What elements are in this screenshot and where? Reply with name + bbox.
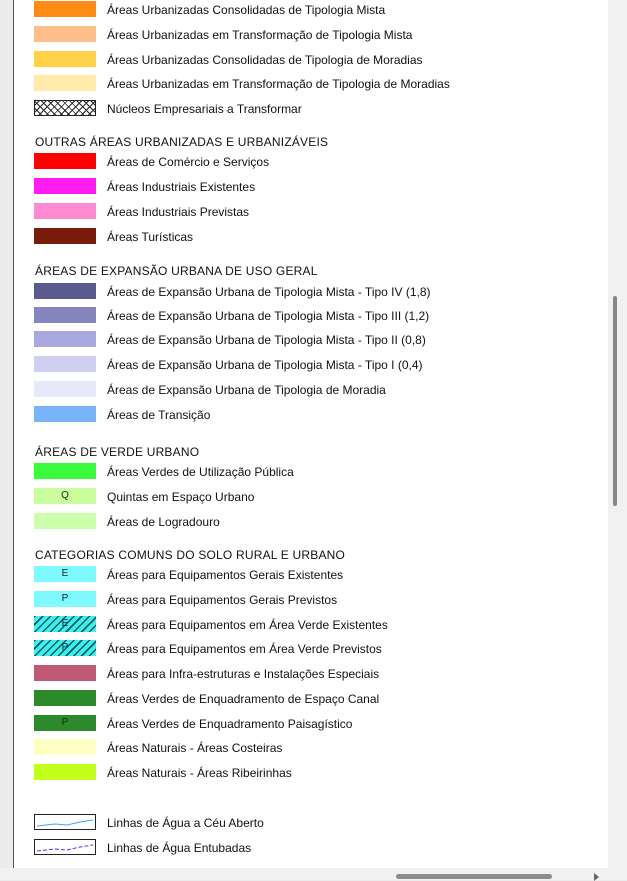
legend-label-areas-urbanizadas-consolidadas-de-tipologia-de-moradias: Áreas Urbanizadas Consolidadas de Tipologia de Moradias <box>107 53 423 67</box>
legend-label-areas-de-comercio-e-servicos: Áreas de Comércio e Serviços <box>107 155 270 169</box>
legend-item <box>34 203 594 223</box>
legend-label-areas-para-equipamentos-gerais-previstos: Áreas para Equipamentos Gerais Previstos <box>107 593 338 607</box>
legend-swatch <box>34 566 96 582</box>
legend-swatch <box>34 228 96 244</box>
legend-swatch <box>34 463 96 479</box>
legend-swatch <box>34 153 96 169</box>
swatch-mark: P <box>61 593 69 604</box>
legend-swatch <box>34 814 96 830</box>
legend-label-areas-industriais-existentes: Áreas Industriais Existentes <box>107 180 256 194</box>
legend-label-nucleos-empresariais-a-transformar: Núcleos Empresariais a Transformar <box>107 102 302 116</box>
swatch-mark: Q <box>61 490 69 501</box>
legend-item <box>34 406 594 426</box>
legend-swatch <box>34 381 96 397</box>
legend-heading: CATEGORIAS COMUNS DO SOLO RURAL E URBANO <box>35 548 346 562</box>
legend-label-linhas-de-agua-a-ceu-aberto: Linhas de Água a Céu Aberto <box>107 816 264 830</box>
legend-label-linhas-de-agua-entubadas: Linhas de Água Entubadas <box>107 841 252 855</box>
swatch-mark: P <box>61 642 69 653</box>
legend-swatch <box>34 739 96 755</box>
legend-swatch <box>34 100 96 116</box>
legend-item <box>34 26 594 46</box>
swatch-mark: E <box>61 568 69 579</box>
legend-swatch <box>34 51 96 67</box>
legend-item <box>34 665 594 685</box>
legend-swatch <box>34 203 96 219</box>
water-line-open-icon <box>37 820 93 826</box>
legend-swatch <box>34 283 96 299</box>
legend-swatch <box>34 665 96 681</box>
legend-item <box>34 153 594 173</box>
water-line-piped-icon <box>37 845 93 851</box>
horizontal-scrollbar-thumb[interactable] <box>396 874 552 879</box>
legend-swatch <box>34 764 96 780</box>
legend-item <box>34 178 594 198</box>
legend-label-areas-turisticas: Áreas Turísticas <box>107 230 194 244</box>
swatch-mark: E <box>61 618 69 629</box>
legend-label-areas-industriais-previstas: Áreas Industriais Previstas <box>107 205 250 219</box>
legend-label-areas-de-expansao-urbana-de-tipologia-de-moradia: Áreas de Expansão Urbana de Tipologia de Moradia <box>107 383 386 397</box>
legend-label-areas-verdes-de-enquadramento-de-espaco-canal: Áreas Verdes de Enquadramento de Espaço Canal <box>107 692 380 706</box>
vertical-scrollbar-thumb[interactable] <box>613 296 617 506</box>
legend-swatch <box>34 591 96 607</box>
legend-label-areas-urbanizadas-consolidadas-de-tipologia-mista: Áreas Urbanizadas Consolidadas de Tipologia Mista <box>107 3 386 17</box>
legend-swatch <box>34 178 96 194</box>
legend-swatch <box>34 331 96 347</box>
legend-heading: ÁREAS DE VERDE URBANO <box>35 445 200 459</box>
legend-swatch <box>34 356 96 372</box>
legend-swatch <box>34 26 96 42</box>
legend-swatch <box>34 690 96 706</box>
legend-label-areas-de-expansao-urbana-de-tipologia-mista-tipo-iv-1-8: Áreas de Expansão Urbana de Tipologia Mista - Tipo IV (1,8) <box>107 285 431 299</box>
legend-item <box>34 488 594 508</box>
legend-label-areas-de-expansao-urbana-de-tipologia-mista-tipo-ii-0-8: Áreas de Expansão Urbana de Tipologia Mista - Tipo II (0,8) <box>107 333 426 347</box>
legend-label-areas-urbanizadas-em-transformacao-de-tipologia-de-moradias: Áreas Urbanizadas em Transformação de Tipologia de Moradias <box>107 77 450 91</box>
legend-item <box>34 690 594 710</box>
legend-item <box>34 513 594 533</box>
legend-swatch <box>34 1 96 17</box>
legend-swatch <box>34 488 96 504</box>
legend-swatch <box>34 715 96 731</box>
legend-item <box>34 566 594 586</box>
legend-item <box>34 839 594 859</box>
legend-label-areas-para-equipamentos-em-area-verde-previstos: Áreas para Equipamentos em Área Verde Previstos <box>107 642 382 656</box>
legend-item <box>34 356 594 376</box>
legend-item <box>34 814 594 834</box>
legend-swatch <box>34 307 96 323</box>
legend-label-areas-naturais-areas-ribeirinhas: Áreas Naturais - Áreas Ribeirinhas <box>107 766 292 780</box>
legend-swatch <box>34 513 96 529</box>
legend-label-areas-de-logradouro: Áreas de Logradouro <box>107 515 220 529</box>
legend-item <box>34 616 594 636</box>
legend-label-areas-para-infra-estruturas-e-instalacoes-especiais: Áreas para Infra-estruturas e Instalações Especiais <box>107 667 380 681</box>
legend-label-areas-de-expansao-urbana-de-tipologia-mista-tipo-i-0-4: Áreas de Expansão Urbana de Tipologia Mista - Tipo I (0,4) <box>107 358 423 372</box>
legend-item <box>34 75 594 95</box>
legend-label-quintas-em-espaco-urbano: Quintas em Espaço Urbano <box>107 490 255 504</box>
legend-heading: OUTRAS ÁREAS URBANIZADAS E URBANIZÁVEIS <box>35 135 329 149</box>
swatch-mark: P <box>61 717 69 728</box>
legend-item <box>34 100 594 120</box>
legend-label-areas-para-equipamentos-gerais-existentes: Áreas para Equipamentos Gerais Existentes <box>107 568 344 582</box>
legend-item <box>34 51 594 71</box>
legend-label-areas-urbanizadas-em-transformacao-de-tipologia-mista: Áreas Urbanizadas em Transformação de Tipologia Mista <box>107 28 413 42</box>
legend-item <box>34 381 594 401</box>
legend-item <box>34 764 594 784</box>
legend-item <box>34 228 594 248</box>
legend-item <box>34 331 594 351</box>
legend-heading: ÁREAS DE EXPANSÃO URBANA DE USO GERAL <box>35 264 318 278</box>
legend-label-areas-de-transicao: Áreas de Transição <box>107 408 211 422</box>
legend-label-areas-de-expansao-urbana-de-tipologia-mista-tipo-iii-1-2: Áreas de Expansão Urbana de Tipologia Mista - Tipo III (1,2) <box>107 309 430 323</box>
legend-item <box>34 1 594 21</box>
legend-item <box>34 739 594 759</box>
legend-swatch <box>34 406 96 422</box>
legend-item <box>34 463 594 483</box>
legend-swatch <box>34 75 96 91</box>
vertical-scrollbar[interactable] <box>608 0 627 868</box>
legend-item <box>34 283 594 303</box>
legend-item <box>34 640 594 660</box>
legend-item <box>34 591 594 611</box>
legend-item <box>34 307 594 327</box>
legend-label-areas-verdes-de-utilizacao-publica: Áreas Verdes de Utilização Pública <box>107 465 294 479</box>
legend-label-areas-verdes-de-enquadramento-paisagistico: Áreas Verdes de Enquadramento Paisagístico <box>107 717 353 731</box>
legend-swatch <box>34 839 96 855</box>
legend-swatch <box>34 616 96 632</box>
legend-label-areas-naturais-areas-costeiras: Áreas Naturais - Áreas Costeiras <box>107 741 283 755</box>
legend-panel <box>13 0 609 868</box>
legend-label-areas-para-equipamentos-em-area-verde-existentes: Áreas para Equipamentos em Área Verde Existentes <box>107 618 388 632</box>
legend-item <box>34 715 594 735</box>
legend-swatch <box>34 640 96 656</box>
